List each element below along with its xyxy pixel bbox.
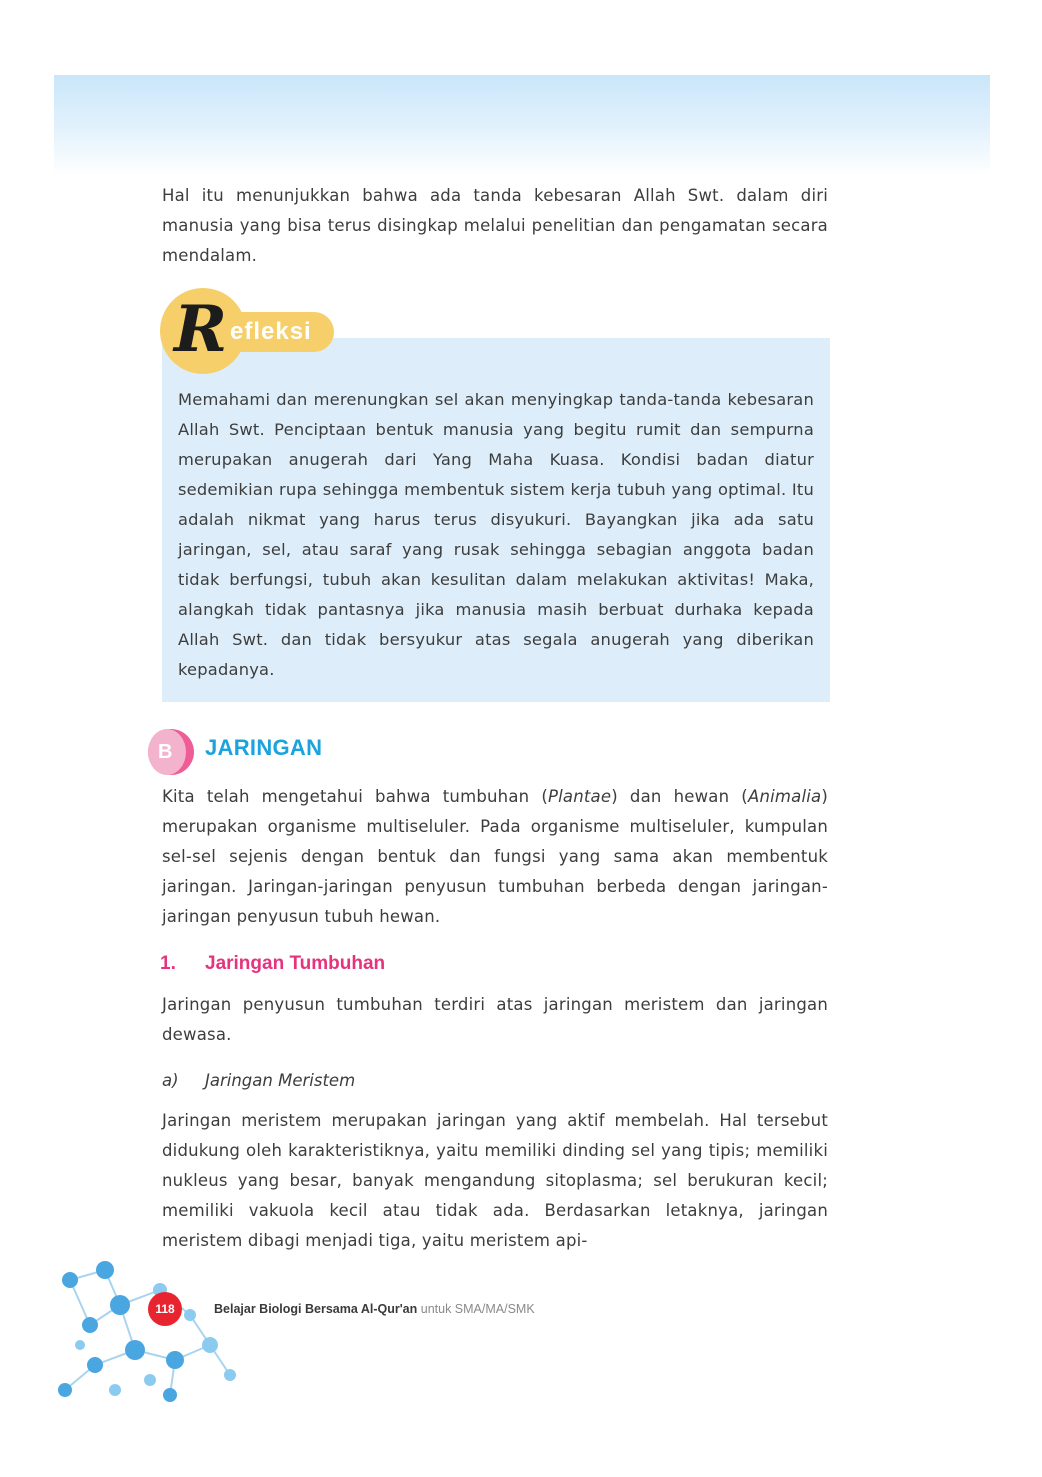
jaringan-text-3: ) merupakan organisme multiseluler. Pada organisme multiseluler, kumpulan sel-sel sejenis dengan bentuk dan fungsi yang sama akan membentuk jaringan. Jaringan-jaringan penyusun tumbuhan berbeda dengan jaringan-jaringan penyusun tubuh hewan.	[162, 787, 828, 926]
intro-paragraph: Hal itu menunjukkan bahwa ada tanda kebesaran Allah Swt. dalam diri manusia yang bisa terus disingkap melalui penelitian dan pengamatan secara mendalam.	[162, 186, 828, 265]
subsection-title: Jaringan Tumbuhan	[205, 953, 386, 974]
badge-word: efleksi	[230, 318, 312, 345]
section-title: JARINGAN	[205, 735, 323, 760]
header-band	[54, 75, 990, 175]
page-number: 118	[155, 1302, 175, 1316]
subsubsection-title: Jaringan Meristem	[205, 1071, 356, 1090]
jaringan-paragraph	[162, 782, 828, 932]
term-plantae: Plantae	[547, 787, 612, 806]
term-animalia: Animalia	[747, 787, 822, 806]
meristem-paragraph: Jaringan meristem merupakan jaringan yang aktif membelah. Hal tersebut didukung oleh karakteristiknya, yaitu memiliki dinding sel yang tipis; memiliki nukleus yang besar, banyak mengandung sitoplasma; sel berukuran kecil; memiliki vakuola kecil atau tidak ada. Berdasarkan letaknya, jaringan meristem dibagi menjadi tiga, yaitu meristem api-	[162, 1111, 828, 1250]
section-marker	[148, 729, 194, 775]
reflection-badge	[160, 288, 340, 376]
subsubsection-letter: a)	[162, 1071, 179, 1090]
reflection-text: Memahami dan merenungkan sel akan menyingkap tanda-tanda kebesaran Allah Swt. Penciptaan bentuk manusia yang begitu rumit dan sempurna merupakan anugerah dari Yang Maha Kuasa. Kondisi badan diatur sedemikian rupa sehingga membentuk sistem kerja tubuh yang optimal. Itu adalah nikmat yang harus terus disyukuri. Bayangkan jika ada satu jaringan, sel, atau saraf yang rusak sehingga sebagian anggota badan tidak berfungsi, tubuh akan kesulitan dalam melakukan aktivitas! Maka, alangkah tidak pantasnya jika manusia masih berbuat durhaka kepada Allah Swt. dan tidak bersyukur atas segala anugerah yang diberikan kepadanya.	[178, 390, 814, 679]
tumbuhan-paragraph: Jaringan penyusun tumbuhan terdiri atas jaringan meristem dan jaringan dewasa.	[162, 995, 828, 1044]
badge-letter: R	[174, 292, 228, 367]
page-number-badge	[148, 1292, 182, 1326]
section-letter: B	[158, 741, 173, 763]
jaringan-text-2: ) dan hewan (	[611, 787, 748, 806]
molecule-decoration-icon	[50, 1250, 250, 1410]
footer-title-bold: Belajar Biologi Bersama Al-Qur'an	[214, 1302, 418, 1316]
reflection-box	[162, 338, 830, 702]
subsection-number: 1.	[160, 953, 176, 974]
footer-book-title	[214, 1299, 535, 1319]
jaringan-text-1: Kita telah mengetahui bahwa tumbuhan (	[162, 787, 548, 806]
footer-title-rest: untuk SMA/MA/SMK	[417, 1302, 535, 1316]
